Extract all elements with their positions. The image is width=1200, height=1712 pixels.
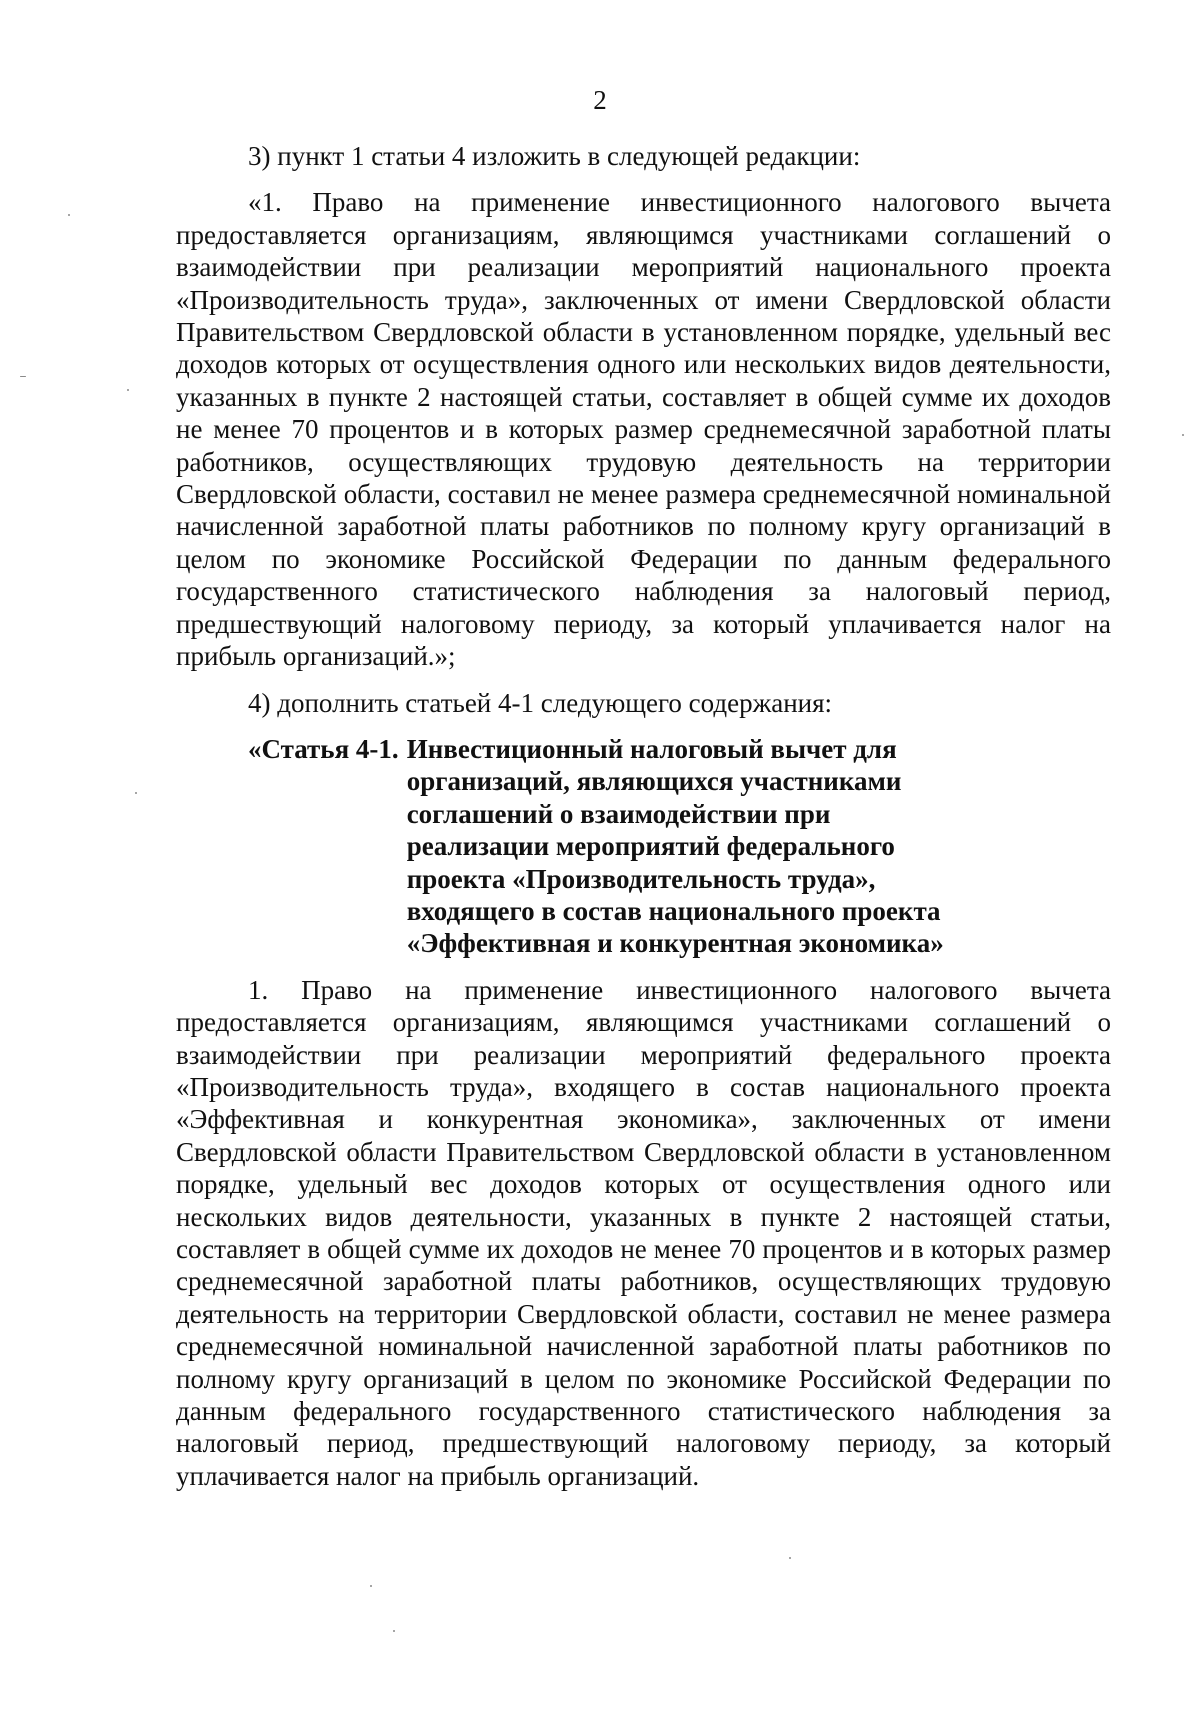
scan-speck	[789, 1557, 791, 1559]
scan-speck	[127, 389, 129, 391]
page-number: 2	[593, 85, 607, 115]
scan-speck	[135, 792, 137, 794]
scan-speck	[370, 1585, 372, 1587]
article-point-1: 1. Право на применение инвестиционного налогового вычета предоставляется организациям, являющимся участниками соглашений о взаимодействии при реализации мероприятий федерального проекта «Производительность труда», входящего в состав национального проекта «Эффективная и конкурентная экономика», заключенных от имени Свердловской области Правительством Свердловской области в установленном порядке, удельный вес доходов которых от осуществления одного или нескольких видов деятельности, указанных в пункте 2 настоящей статьи, составляет в общей сумме их доходов не менее 70 процентов и в которых размер среднемесячной заработной платы работников, осуществляющих трудовую деятельность на территории Свердловской области, составил не менее размера среднемесячной номинальной начисленной заработной платы работников по полному кругу организаций в целом по экономике Российской Федерации по данным федерального государственного статистического наблюдения за налоговый период, предшествующий налоговому периоду, за который уплачивается налог на прибыль организаций.	[176, 974, 1111, 1491]
article-heading	[248, 733, 1111, 960]
amendment-item-3-intro: 3) пункт 1 статьи 4 изложить в следующей редакции:	[248, 141, 861, 171]
document-body	[176, 140, 1111, 1492]
scan-speck	[1182, 434, 1184, 436]
scan-speck	[20, 376, 26, 377]
scan-speck	[393, 1630, 395, 1632]
amendment-item-4-intro: 4) дополнить статьей 4-1 следующего содержания:	[248, 687, 833, 718]
amendment-item-3-quote: «1. Право на применение инвестиционного налогового вычета предоставляется организациям, являющимся участниками соглашений о взаимодействии при реализации мероприятий национального проекта «Производительность труда», заключенных от имени Свердловской области Правительством Свердловской области в установленном порядке, удельный вес доходов которых от осуществления одного или нескольких видов деятельности, указанных в пункте 2 настоящей статьи, составляет в общей сумме их доходов не менее 70 процентов и в которых размер среднемесячной заработной платы работников, осуществляющих трудовую деятельность на территории Свердловской области, составил не менее размера среднемесячной номинальной начисленной заработной платы работников по полному кругу организаций в целом по экономике Российской Федерации по данным федерального государственного статистического наблюдения за налоговый период, предшествующий налоговому периоду, за который уплачивается налог на прибыль организаций.»;	[176, 187, 1111, 672]
article-number: «Статья 4-1.	[248, 733, 399, 764]
article-title: Инвестиционный налоговый вычет для организаций, являющихся участниками соглашений о взаимодействии при реализации мероприятий федерального проекта «Производительность труда», входящего в состав национального проекта «Эффективная и конкурентная экономика»	[406, 733, 944, 959]
scan-speck	[68, 214, 70, 216]
